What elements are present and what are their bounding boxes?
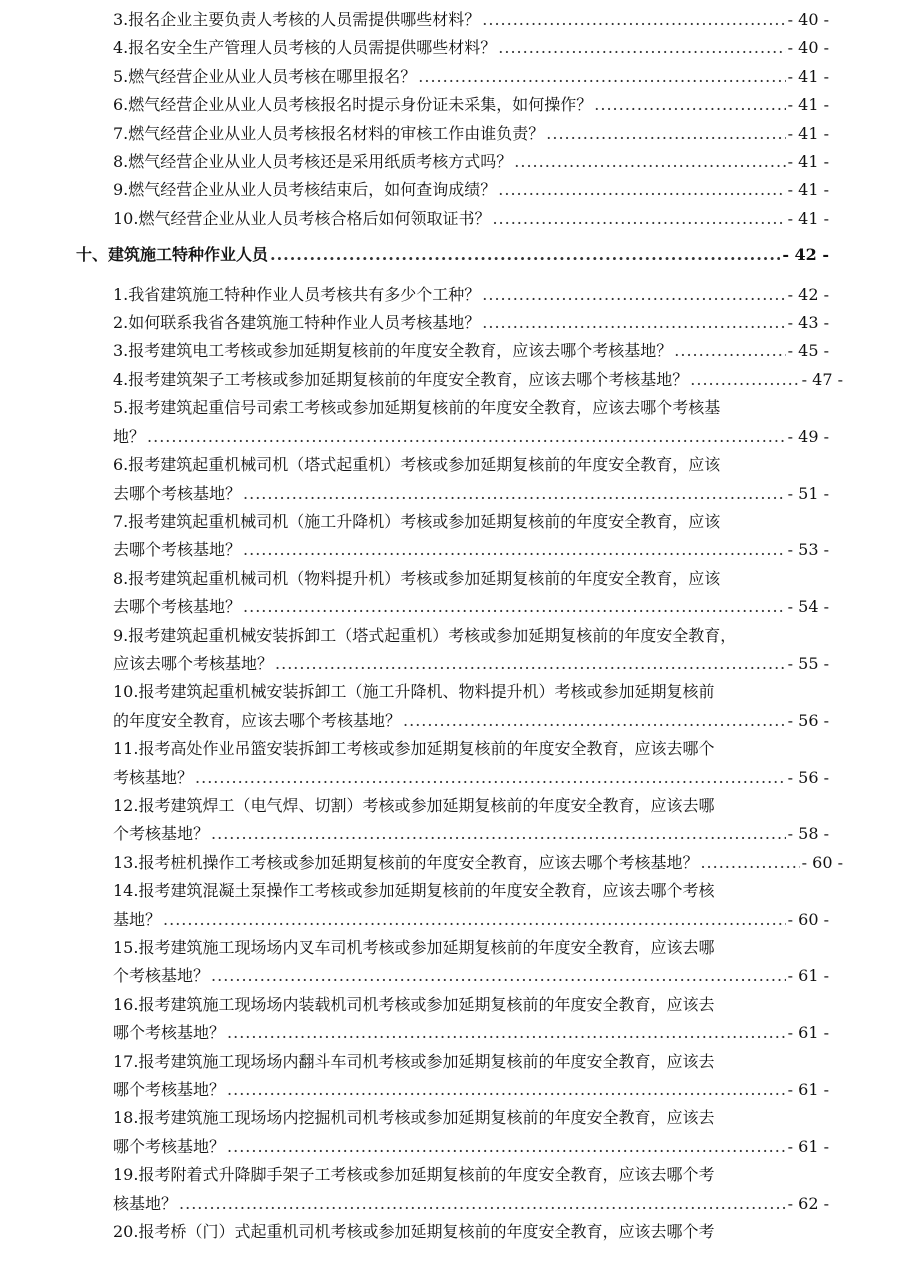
toc-row	[113, 6, 829, 34]
toc-row	[113, 962, 829, 990]
toc-row	[113, 281, 829, 309]
toc-entry-first-line: 12.报考建筑焊工（电气焊、切割）考核或参加延期复核前的年度安全教育，应该去哪	[113, 795, 715, 815]
toc-entry[interactable]	[113, 849, 843, 877]
toc-entry-text: 去哪个考核基地？	[113, 597, 242, 617]
toc-entry-text: 5.燃气经营企业从业人员考核在哪里报名？	[113, 66, 417, 86]
toc-entry-text: 个考核基地？	[113, 966, 210, 986]
toc-leader-dots	[403, 707, 786, 735]
toc-entry-text: 去哪个考核基地？	[113, 540, 242, 560]
toc-row	[113, 1190, 829, 1218]
toc-entry-text: 4.报考建筑架子工考核或参加延期复核前的年度安全教育，应该去哪个考核基地？	[113, 369, 689, 389]
toc-entry-text: 的年度安全教育，应该去哪个考核基地？	[113, 710, 402, 730]
toc-page-number[interactable]: - 42 -	[787, 284, 829, 304]
toc-page-number[interactable]: - 49 -	[787, 426, 829, 446]
toc-entry-text: 哪个考核基地？	[113, 1080, 226, 1100]
toc-row	[113, 593, 829, 621]
toc-page-number[interactable]: - 61 -	[787, 1080, 829, 1100]
toc-entry-text: 13.报考桩机操作工考核或参加延期复核前的年度安全教育，应该去哪个考核基地？	[113, 852, 699, 872]
toc-entry[interactable]	[113, 877, 829, 934]
table-of-contents	[0, 6, 899, 1246]
toc-entry[interactable]	[113, 991, 829, 1048]
toc-row	[113, 1076, 829, 1104]
toc-entry-first-line: 18.报考建筑施工现场场内挖掘机司机考核或参加延期复核前的年度安全教育，应该去	[113, 1108, 715, 1128]
toc-page-number[interactable]: - 43 -	[787, 313, 829, 333]
toc-leader-dots	[690, 366, 799, 394]
toc-page-number[interactable]: - 47 -	[801, 369, 843, 389]
toc-entry-text: 应该去哪个考核基地？	[113, 653, 274, 673]
toc-page-number[interactable]: - 41 -	[787, 180, 829, 200]
toc-entry-first-line: 20.报考桥（门）式起重机司机考核或参加延期复核前的年度安全教育，应该去哪个考	[113, 1222, 715, 1242]
toc-entry-text: 4.报名安全生产管理人员考核的人员需提供哪些材料？	[113, 38, 497, 58]
toc-row	[76, 241, 829, 269]
toc-page-number[interactable]: - 41 -	[787, 208, 829, 228]
toc-page-number[interactable]: - 40 -	[787, 10, 829, 29]
toc-row	[113, 205, 829, 233]
toc-entry[interactable]	[113, 281, 829, 309]
toc-page-number[interactable]: - 41 -	[787, 123, 829, 143]
toc-entry[interactable]	[113, 120, 829, 148]
toc-leader-dots	[227, 1019, 786, 1047]
toc-entry[interactable]	[113, 337, 829, 365]
toc-entry-text: 基地？	[113, 909, 162, 929]
toc-row	[113, 337, 829, 365]
toc-entry-text: 8.燃气经营企业从业人员考核还是采用纸质考核方式吗？	[113, 152, 513, 172]
toc-page-number[interactable]: - 60 -	[801, 852, 843, 872]
toc-leader-dots	[243, 536, 786, 564]
toc-leader-dots	[275, 650, 786, 678]
toc-entry[interactable]	[113, 205, 829, 233]
toc-leader-dots	[498, 34, 785, 62]
toc-entry-text: 核基地？	[113, 1193, 178, 1213]
toc-entry-first-line: 19.报考附着式升降脚手架子工考核或参加延期复核前的年度安全教育，应该去哪个考	[113, 1165, 715, 1185]
toc-page-number[interactable]: - 41 -	[787, 152, 829, 172]
toc-page-number[interactable]: - 60 -	[787, 909, 829, 929]
toc-leader-dots	[546, 120, 785, 148]
toc-leader-dots	[482, 281, 785, 309]
toc-page-number[interactable]: - 45 -	[787, 341, 829, 361]
toc-row	[113, 366, 843, 394]
toc-entry-first-line: 9.报考建筑起重机械安装拆卸工（塔式起重机）考核或参加延期复核前的年度安全教育，	[113, 625, 737, 645]
toc-leader-dots	[227, 1076, 786, 1104]
toc-entry-text: 考核基地？	[113, 767, 194, 787]
toc-entry-text: 9.燃气经营企业从业人员考核结束后，如何查询成绩？	[113, 180, 497, 200]
toc-leader-dots	[179, 1190, 786, 1218]
toc-entry[interactable]	[113, 1104, 829, 1161]
toc-leader-dots	[594, 91, 785, 119]
toc-entry-first-line: 11.报考高处作业吊篮安装拆卸工考核或参加延期复核前的年度安全教育，应该去哪个	[113, 739, 715, 759]
toc-page-number[interactable]: - 41 -	[787, 66, 829, 86]
toc-entry-text: 10.燃气经营企业从业人员考核合格后如何领取证书？	[113, 208, 491, 228]
toc-entry-text: 3.报名企业主要负责人考核的人员需提供哪些材料？	[113, 10, 481, 29]
toc-entry-text: 去哪个考核基地？	[113, 483, 242, 503]
toc-entry-first-line: 10.报考建筑起重机械安装拆卸工（施工升降机、物料提升机）考核或参加延期复核前	[113, 682, 715, 702]
toc-entry[interactable]	[113, 1161, 829, 1218]
toc-row	[113, 536, 829, 564]
toc-leader-dots	[482, 6, 785, 34]
toc-entry-text: 1.我省建筑施工特种作业人员考核共有多少个工种？	[113, 284, 481, 304]
toc-row	[113, 849, 843, 877]
toc-entry-text: 7.燃气经营企业从业人员考核报名材料的审核工作由谁负责？	[113, 123, 545, 143]
toc-page-number[interactable]: - 61 -	[787, 1023, 829, 1043]
toc-entry[interactable]	[113, 394, 829, 451]
toc-page-number[interactable]: - 58 -	[787, 824, 829, 844]
toc-entry[interactable]	[113, 366, 843, 394]
toc-row	[113, 34, 829, 62]
toc-leader-dots	[163, 906, 786, 934]
toc-row	[113, 120, 829, 148]
toc-entry[interactable]	[113, 6, 829, 34]
toc-leader-dots	[211, 820, 786, 848]
toc-entry-text: 6.燃气经营企业从业人员考核报名时提示身份证未采集，如何操作？	[113, 95, 593, 115]
toc-page-number[interactable]: - 56 -	[787, 767, 829, 787]
toc-entry[interactable]	[113, 735, 829, 792]
toc-entry-text: 个考核基地？	[113, 824, 210, 844]
toc-row	[113, 63, 829, 91]
toc-page-number[interactable]: - 55 -	[787, 653, 829, 673]
toc-entry[interactable]	[113, 508, 829, 565]
toc-entry[interactable]	[113, 622, 829, 679]
toc-entry[interactable]	[113, 148, 829, 176]
toc-entry[interactable]	[113, 309, 829, 337]
toc-entry-first-line: 5.报考建筑起重信号司索工考核或参加延期复核前的年度安全教育，应该去哪个考核基	[113, 398, 721, 418]
toc-entry[interactable]	[113, 792, 829, 849]
toc-row	[113, 906, 829, 934]
toc-leader-dots	[243, 480, 786, 508]
toc-entry[interactable]	[113, 176, 829, 204]
toc-entry[interactable]	[113, 91, 829, 119]
toc-leader-dots	[227, 1133, 786, 1161]
toc-leader-dots	[498, 176, 785, 204]
toc-entry-text: 十、建筑施工特种作业人员	[76, 245, 269, 265]
toc-leader-dots	[243, 593, 786, 621]
toc-leader-dots	[700, 849, 799, 877]
toc-row	[113, 764, 829, 792]
toc-entry-first-line: 16.报考建筑施工现场场内装载机司机考核或参加延期复核前的年度安全教育，应该去	[113, 994, 715, 1014]
toc-entry-first-line: 15.报考建筑施工现场场内叉车司机考核或参加延期复核前的年度安全教育，应该去哪	[113, 938, 715, 957]
toc-page-number[interactable]: - 61 -	[787, 1136, 829, 1156]
toc-entry[interactable]	[113, 451, 829, 508]
toc-row	[113, 820, 829, 848]
toc-entry-text: 哪个考核基地？	[113, 1023, 226, 1043]
toc-entry[interactable]	[113, 34, 829, 62]
toc-entry-text: 地？	[113, 426, 146, 446]
toc-page-number[interactable]: - 42 -	[782, 245, 829, 265]
toc-row	[113, 148, 829, 176]
toc-entry-text: 哪个考核基地？	[113, 1136, 226, 1156]
toc-entry[interactable]	[113, 934, 829, 991]
toc-leader-dots	[514, 148, 785, 176]
toc-page-number[interactable]: - 54 -	[787, 597, 829, 617]
toc-entry-first-line: 6.报考建筑起重机械司机（塔式起重机）考核或参加延期复核前的年度安全教育，应该	[113, 455, 721, 475]
toc-page-number[interactable]: - 53 -	[787, 540, 829, 560]
toc-entry[interactable]	[113, 678, 829, 735]
toc-page-number[interactable]: - 51 -	[787, 483, 829, 503]
toc-row	[113, 423, 829, 451]
toc-row	[113, 91, 829, 119]
toc-page-number[interactable]: - 41 -	[787, 95, 829, 115]
toc-leader-dots	[270, 241, 780, 269]
toc-row	[113, 309, 829, 337]
toc-entry[interactable]	[113, 1218, 829, 1246]
toc-leader-dots	[482, 309, 785, 337]
toc-leader-dots	[147, 423, 786, 451]
toc-page-number[interactable]: - 40 -	[787, 38, 829, 58]
toc-row	[113, 480, 829, 508]
toc-row	[113, 1133, 829, 1161]
toc-page-number[interactable]: - 61 -	[787, 966, 829, 986]
toc-leader-dots	[418, 63, 785, 91]
toc-entry[interactable]	[113, 565, 829, 622]
toc-page-number[interactable]: - 62 -	[787, 1193, 829, 1213]
toc-entry-text: 3.报考建筑电工考核或参加延期复核前的年度安全教育，应该去哪个考核基地？	[113, 341, 673, 361]
toc-leader-dots	[211, 962, 786, 990]
toc-entry[interactable]	[113, 63, 829, 91]
toc-leader-dots	[674, 337, 785, 365]
toc-row	[113, 650, 829, 678]
toc-entry-text: 2.如何联系我省各建筑施工特种作业人员考核基地？	[113, 313, 481, 333]
toc-row	[113, 1019, 829, 1047]
toc-leader-dots	[195, 764, 786, 792]
toc-row	[113, 707, 829, 735]
toc-page-number[interactable]: - 56 -	[787, 710, 829, 730]
toc-entry-first-line: 8.报考建筑起重机械司机（物料提升机）考核或参加延期复核前的年度安全教育，应该	[113, 568, 721, 588]
toc-entry-first-line: 17.报考建筑施工现场场内翻斗车司机考核或参加延期复核前的年度安全教育，应该去	[113, 1051, 715, 1071]
toc-entry[interactable]	[113, 1048, 829, 1105]
toc-entry-first-line: 14.报考建筑混凝土泵操作工考核或参加延期复核前的年度安全教育，应该去哪个考核	[113, 881, 715, 901]
toc-leader-dots	[492, 205, 785, 233]
toc-entry-first-line: 7.报考建筑起重机械司机（施工升降机）考核或参加延期复核前的年度安全教育，应该	[113, 511, 721, 531]
toc-section-heading[interactable]	[76, 241, 829, 269]
toc-row	[113, 176, 829, 204]
